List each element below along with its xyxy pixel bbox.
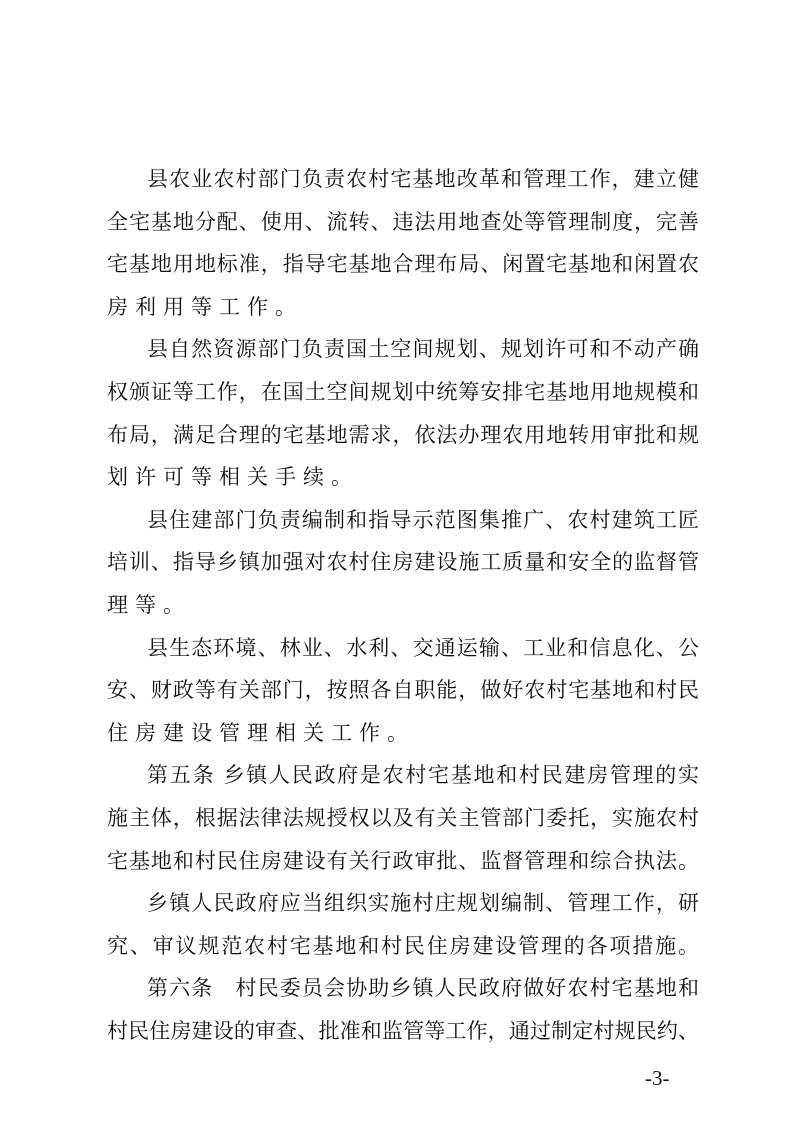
text-line: 县自然资源部门负责国土空间规划、规划许可和不动产确 — [147, 337, 699, 362]
text-line: 施主体，根据法律法规授权以及有关主管部门委托，实施农村 — [107, 805, 699, 830]
text-line: 宅基地和村民住房建设有关行政审批、监督管理和综合执法。 — [107, 848, 699, 873]
page-number: -3- — [645, 1066, 670, 1090]
text-line: 培训、指导乡镇加强对农村住房建设施工质量和安全的监督管 — [107, 550, 699, 575]
text-line: 乡镇人民政府应当组织实施村庄规划编制、管理工作，研 — [147, 891, 699, 916]
paragraph — [107, 499, 699, 627]
text-line: 县生态环境、林业、水利、交通运输、工业和信息化、公 — [147, 635, 699, 660]
text-line: 县住建部门负责编制和指导示范图集推广、农村建筑工匠 — [147, 507, 699, 532]
text-line: 布局，满足合理的宅基地需求，依法办理农用地转用审批和规 — [107, 422, 699, 447]
text-line: 第六条 村民委员会协助乡镇人民政府做好农村宅基地和 — [147, 976, 699, 1001]
text-line: 第五条 乡镇人民政府是农村宅基地和村民建房管理的实 — [147, 763, 699, 788]
text-line: 权颁证等工作，在国土空间规划中统筹安排宅基地用地规模和 — [107, 379, 699, 404]
text-line: 县农业农村部门负责农村宅基地改革和管理工作，建立健 — [147, 167, 699, 191]
paragraph — [107, 754, 699, 882]
text-line: 宅基地用地标准，指导宅基地合理布局、闲置宅基地和闲置农 — [107, 252, 699, 277]
paragraph — [107, 158, 699, 328]
text-line: 划许可等相关手续。 — [107, 465, 359, 490]
paragraph — [107, 328, 699, 498]
text-line: 村民住房建设的审查、批准和监管等工作，通过制定村规民约、 — [107, 1018, 699, 1043]
text-line: 究、审议规范农村宅基地和村民住房建设管理的各项措施。 — [107, 933, 699, 958]
paragraph — [107, 627, 699, 755]
text-line: 安、财政等有关部门，按照各自职能，做好农村宅基地和村民 — [107, 678, 699, 703]
paragraph — [107, 882, 699, 967]
text-line: 住房建设管理相关工作。 — [107, 720, 415, 745]
text-line: 房利用等工作。 — [107, 294, 303, 319]
text-line: 全宅基地分配、使用、流转、违法用地查处等管理制度，完善 — [107, 209, 699, 234]
document-body — [107, 158, 699, 1052]
text-line: 理等。 — [107, 592, 191, 617]
paragraph — [107, 967, 699, 1052]
